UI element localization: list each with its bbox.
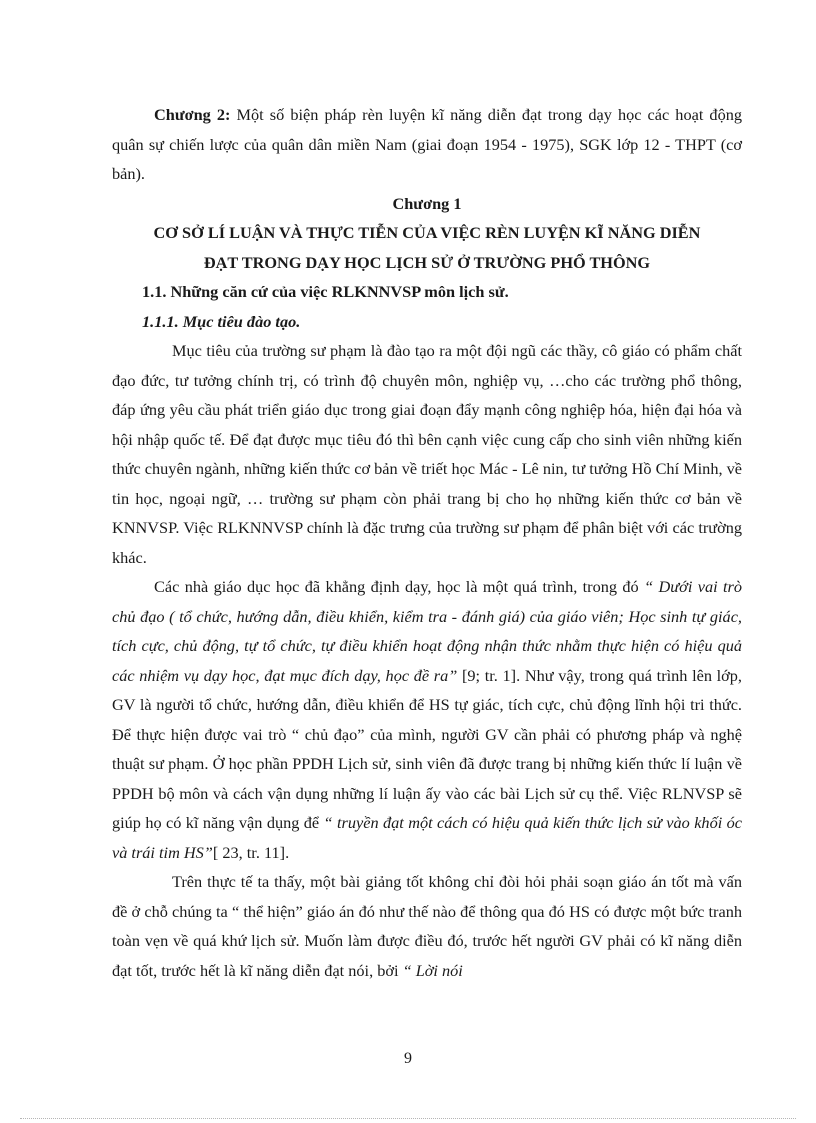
- chapter-2-label: Chương 2:: [154, 105, 231, 124]
- paragraph-2-middle: [9; tr. 1]. Như vậy, trong quá trình lên lớp, GV là người tổ chức, hướng dẫn, điều khiển để HS tự giác, tích cực, chủ động lĩnh hội tri thức. Để thực hiện được vai trò “ chủ đạo” của mình, người GV cần phải có phương pháp và nghệ thuật sư phạm. Ở học phần PPDH Lịch sử, sinh viên đã được trang bị những kiến thức lí luận về PPDH bộ môn và cách vận dụng những lí luận ấy vào các bài Lịch sử cụ thể. Việc RLNVSP sẽ giúp họ có kĩ năng vận dụng để: [112, 665, 743, 832]
- subsection-heading: 1.1.1. Mục tiêu đào tạo.: [142, 311, 301, 331]
- paragraph-3-start: Trên thực tế ta thấy, một bài giảng tốt không chỉ đòi hỏi phải soạn giáo án tốt mà vấn đề ở chỗ chúng ta “ thể hiện” giáo án đó như thế nào để thông qua đó HS có được một bức tranh toàn vẹn về quá khứ lịch sử. Muốn làm được điều đó, trước hết người GV phải có kĩ năng diễn đạt tốt, trước hết là kĩ năng diễn đạt nói, bởi: [112, 872, 742, 980]
- chapter-number: Chương 1: [392, 193, 462, 213]
- intro-text: Một số biện pháp rèn luyện kĩ năng diễn đạt trong dạy học các hoạt động quân sự chiến lược của quân dân miền Nam (giai đoạn 1954 - 1975), SGK lớp 12 - THPT (cơ bản).: [112, 105, 742, 183]
- paragraph-2-quote-2: “ truyền đạt một cách có hiệu quả kiến thức lịch sử vào khối óc và trái tim HS”: [112, 813, 742, 862]
- paragraph-2-quote: “ Dưới vai trò chủ đạo ( tổ chức, hướng dẫn, điều khiển, kiểm tra - đánh giá) của giáo viên; Học sinh tự giác, tích cực, chủ động, tự tổ chức, tự điều khiển hoạt động nhận thức nhằm thực hiện có hiệu quả các nhiệm vụ dạy học, đạt mục đích dạy, học đề ra”: [112, 577, 743, 685]
- page-body: [112, 100, 742, 985]
- paragraph-2-start: Các nhà giáo dục học đã khẳng định dạy, học là một quá trình, trong đó: [154, 577, 639, 596]
- paragraph-teaching-process: [112, 572, 742, 867]
- page-bottom-border: [20, 1118, 796, 1119]
- paragraph-objectives: Mục tiêu của trường sư phạm là đào tạo ra một đội ngũ các thầy, cô giáo có phẩm chất đạo đức, tư tưởng chính trị, có trình độ chuyên môn, nghiệp vụ, …cho các trường phổ thông, đáp ứng yêu cầu phát triển giáo dục trong giai đoạn đẩy mạnh công nghiệp hóa, hiện đại hóa và hội nhập quốc tế. Để đạt được mục tiêu đó thì bên cạnh việc cung cấp cho sinh viên những kiến thức chuyên ngành, những kiến thức cơ bản về triết học Mác - Lê nin, tư tưởng Hồ Chí Minh, về tin học, ngoại ngữ, … trường sư phạm còn phải trang bị cho họ những kiến thức cơ bản về KNNVSP. Việc RLKNNVSP chính là đặc trưng của trường sư phạm để phân biệt với các trường khác.: [112, 341, 742, 567]
- intro-paragraph: [112, 100, 742, 189]
- chapter-title-line-1: CƠ SỞ LÍ LUẬN VÀ THỰC TIỄN CỦA VIỆC RÈN LUYỆN KĨ NĂNG DIỄN: [153, 223, 701, 242]
- paragraph-2-citation: [ 23, tr. 11].: [212, 842, 290, 862]
- section-heading: 1.1. Những căn cứ của việc RLKNNVSP môn lịch sử.: [142, 282, 509, 301]
- paragraph-3-quote: “ Lời nói: [402, 960, 463, 980]
- page-number: 9: [404, 1050, 412, 1067]
- paragraph-practice: [112, 867, 742, 985]
- chapter-title-line-2: ĐẠT TRONG DẠY HỌC LỊCH SỬ Ở TRƯỜNG PHỔ THÔNG: [203, 252, 651, 272]
